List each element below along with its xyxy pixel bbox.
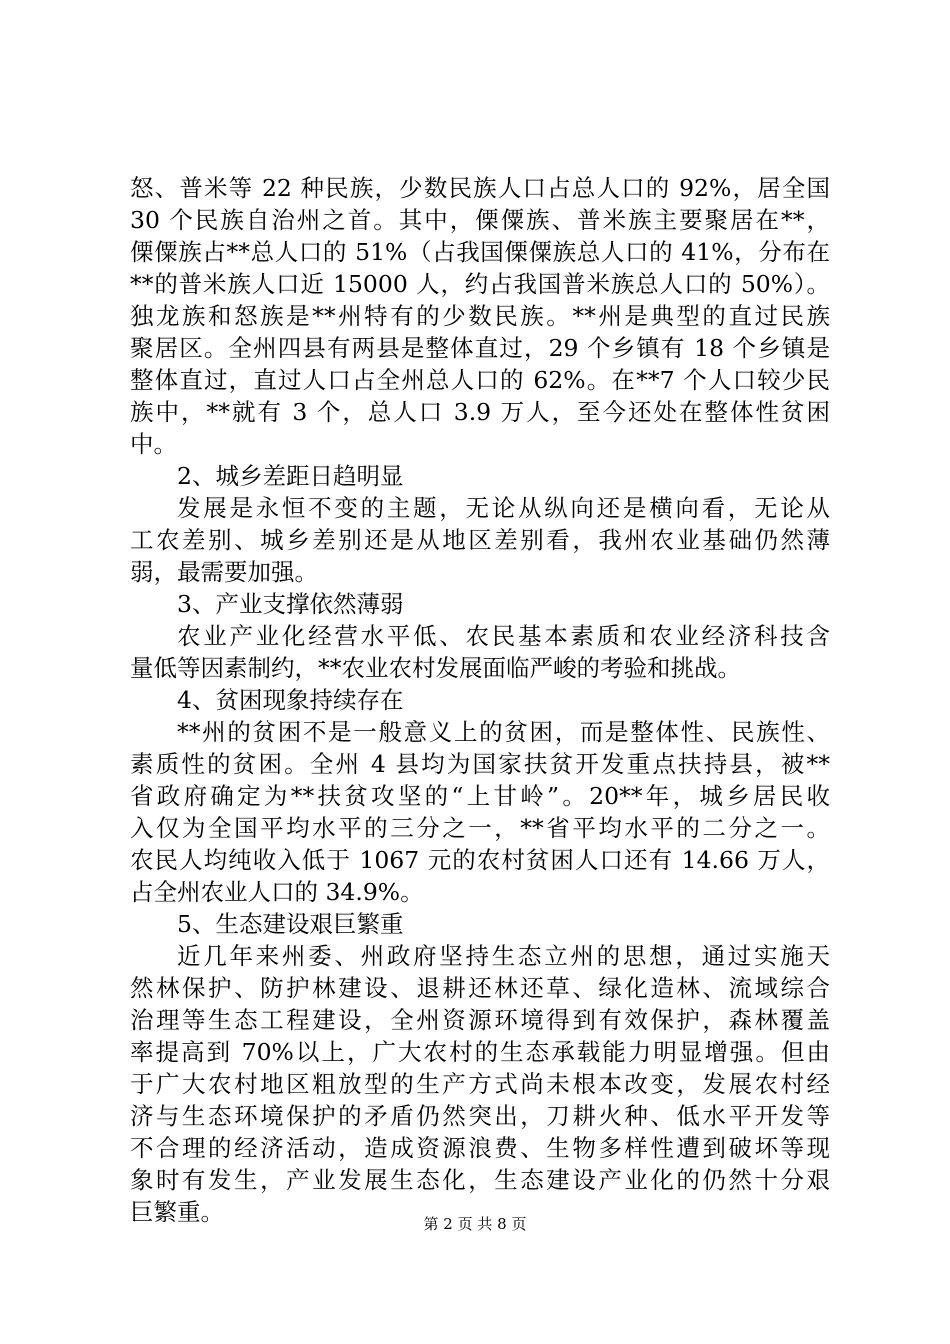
text-line: 独龙族和怒族是**州特有的少数民族。**州是典型的直过民族: [130, 302, 830, 330]
text-line: 农民人均纯收入低于 1067 元的农村贫困人口还有 14.66 万人，: [130, 846, 830, 874]
text-line: 量低等因素制约，**农业农村发展面临严峻的考验和挑战。: [130, 654, 741, 682]
text-line: 率提高到 70%以上，广大农村的生态承载能力明显增强。但由: [130, 1038, 830, 1066]
text-line: 济与生态环境保护的矛盾仍然突出，刀耕火种、低水平开发等: [130, 1102, 830, 1130]
document-body: [130, 172, 830, 1228]
text-line: 省政府确定为**扶贫攻坚的“上甘岭”。20**年，城乡居民收: [130, 782, 830, 810]
section-heading: 5、生态建设艰巨繁重: [177, 910, 404, 938]
text-line: 中。: [130, 430, 177, 458]
text-line: **的普米族人口近 15000 人，约占我国普米族总人口的 50%）。: [130, 270, 830, 298]
page-number-label: 第 2 页 共 8 页: [423, 1215, 527, 1233]
text-line: 农业产业化经营水平低、农民基本素质和农业经济科技含: [177, 622, 830, 650]
text-line: 占全州农业人口的 34.9%。: [130, 878, 424, 906]
text-line: 然林保护、防护林建设、退耕还林还草、绿化造林、流域综合: [130, 974, 830, 1002]
text-line: 素质性的贫困。全州 4 县均为国家扶贫开发重点扶持县，被**: [130, 750, 830, 778]
text-line: 弱，最需要加强。: [130, 558, 318, 586]
text-line: 怒、普米等 22 种民族，少数民族人口占总人口的 92%，居全国: [130, 174, 830, 202]
text-line: 治理等生态工程建设，全州资源环境得到有效保护，森林覆盖: [130, 1006, 830, 1034]
page-footer: [0, 1214, 950, 1234]
section-heading: 3、产业支撑依然薄弱: [177, 590, 404, 618]
text-line: 巨繁重。: [130, 1198, 224, 1226]
text-line: 傈僳族占**总人口的 51%（占我国傈僳族总人口的 41%，分布在: [130, 238, 830, 266]
text-line: 工农差别、城乡差别还是从地区差别看，我州农业基础仍然薄: [130, 526, 830, 554]
text-line: 族中，**就有 3 个，总人口 3.9 万人，至今还处在整体性贫困: [130, 398, 830, 426]
section-heading: 4、贫困现象持续存在: [177, 686, 404, 714]
text-line: 聚居区。全州四县有两县是整体直过，29 个乡镇有 18 个乡镇是: [130, 334, 830, 362]
text-line: 发展是永恒不变的主题，无论从纵向还是横向看，无论从: [177, 494, 830, 522]
text-line: 近几年来州委、州政府坚持生态立州的思想，通过实施天: [177, 942, 830, 970]
text-line: **州的贫困不是一般意义上的贫困，而是整体性、民族性、: [177, 718, 830, 746]
text-line: 不合理的经济活动，造成资源浪费、生物多样性遭到破坏等现: [130, 1134, 830, 1162]
section-heading: 2、城乡差距日趋明显: [177, 462, 404, 490]
text-line: 入仅为全国平均水平的三分之一，**省平均水平的二分之一。: [130, 814, 830, 842]
text-line: 整体直过，直过人口占全州总人口的 62%。在**7 个人口较少民: [130, 366, 830, 394]
text-line: 于广大农村地区粗放型的生产方式尚未根本改变，发展农村经: [130, 1070, 830, 1098]
text-line: 象时有发生，产业发展生态化，生态建设产业化的仍然十分艰: [130, 1166, 830, 1194]
text-line: 30 个民族自治州之首。其中，傈僳族、普米族主要聚居在**，: [130, 206, 830, 234]
